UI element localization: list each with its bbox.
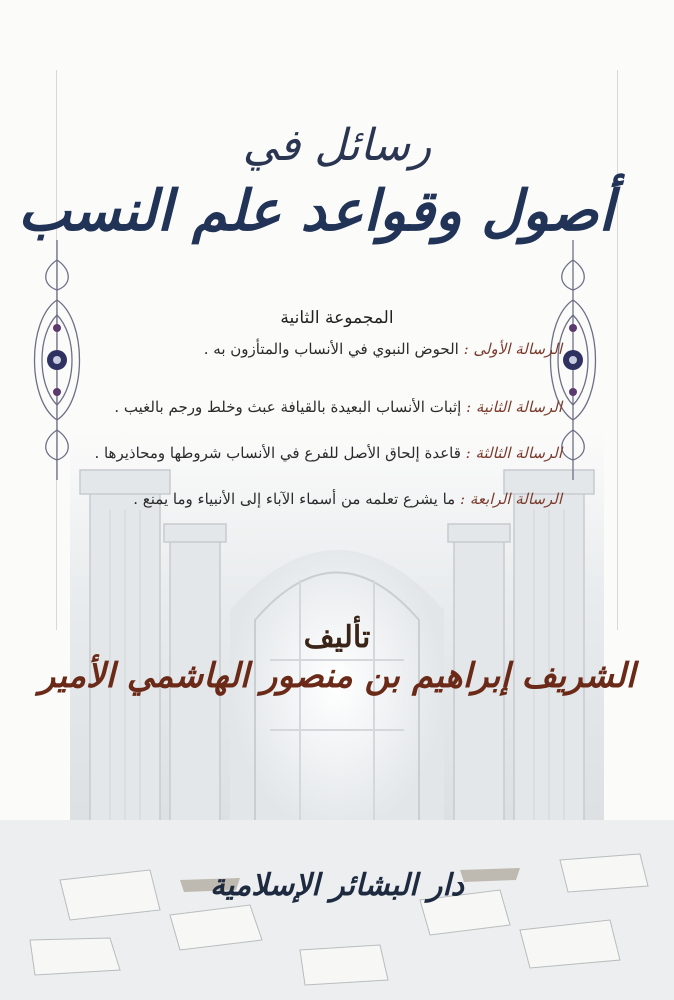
epistle-4-label: الرسالة الرابعة : [460,490,562,508]
epistle-1 [204,340,562,358]
publisher-name: دار البشائر الإسلامية [209,868,465,903]
epistle-1-label: الرسالة الأولى : [463,340,562,358]
author-name: الشريف إبراهيم بن منصور الهاشمي الأمير [38,656,636,696]
authorship-label: تأليف [303,620,371,655]
collection-label: المجموعة الثانية [280,308,394,328]
left-floral-ornament [22,240,92,480]
epistle-3 [94,444,562,462]
epistle-2-label: الرسالة الثانية : [466,398,562,416]
epistle-2-text: إثبات الأنساب البعيدة بالقيافة عبث وخلط ورجم بالغيب . [114,398,462,416]
epistle-4-text: ما يشرع تعلمه من أسماء الآباء إلى الأنبياء وما يمنع . [133,490,456,508]
series-title: رسائل في [242,120,432,171]
scattered-papers-illustration [0,820,674,1000]
epistle-3-label: الرسالة الثالثة : [465,444,562,462]
epistle-1-text: الحوض النبوي في الأنساب والمتأزون به . [203,340,459,358]
epistle-2 [114,398,562,416]
book-title: أصول وقواعد علم النسب [17,178,614,244]
epistle-4 [133,490,562,508]
epistle-3-text: قاعدة إلحاق الأصل للفرع في الأنساب شروطها ومحاذيرها . [94,444,461,462]
